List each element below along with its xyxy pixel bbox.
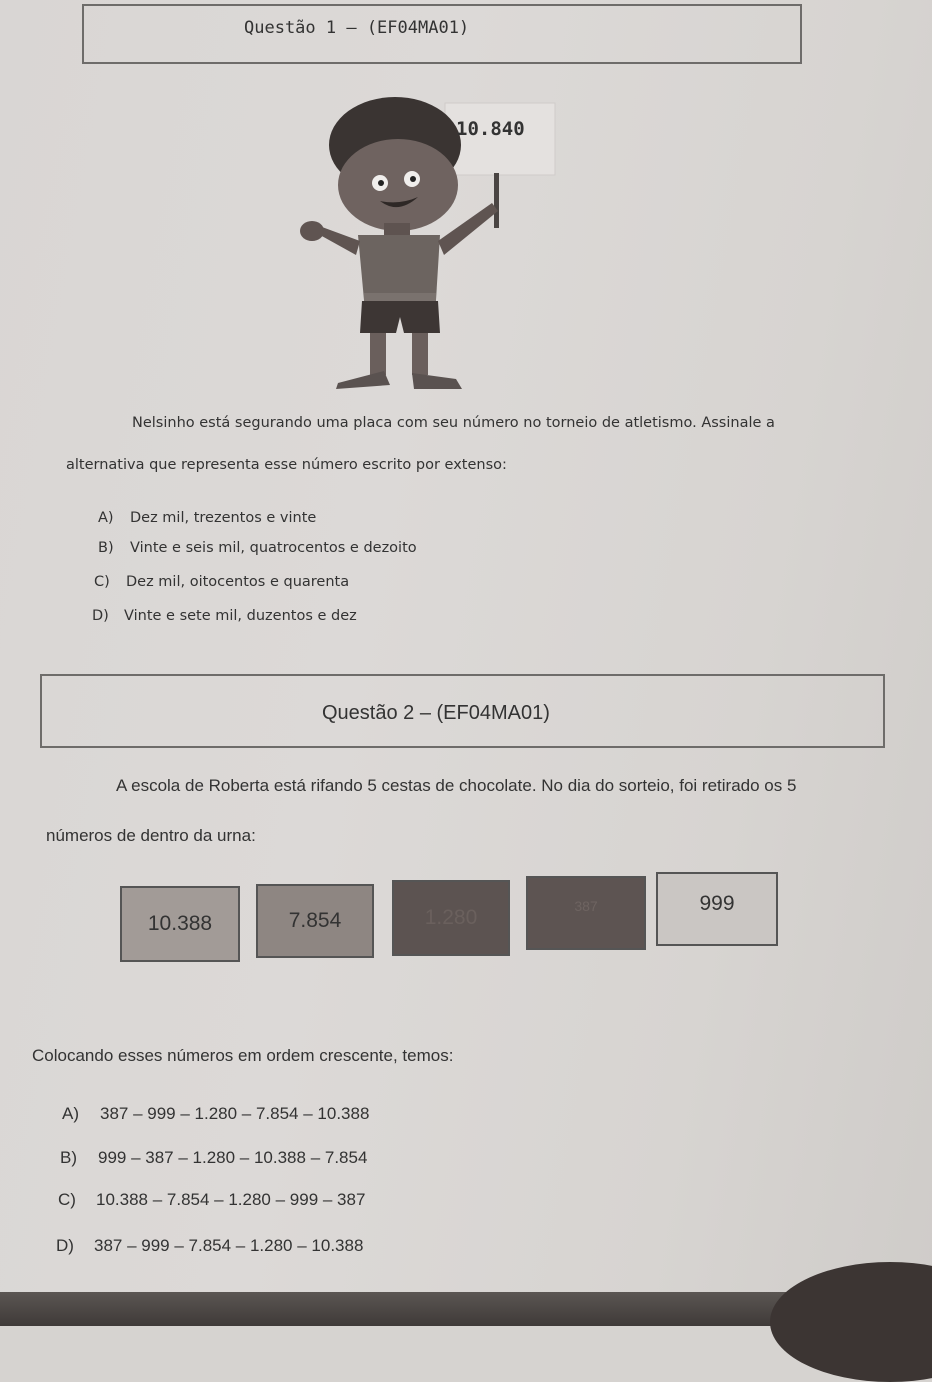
- sign-number: 10.840: [456, 118, 525, 140]
- number-card-4: 387: [526, 876, 646, 950]
- option-label: C): [94, 574, 110, 590]
- question2-header: Questão 2 – (EF04MA01): [322, 702, 550, 724]
- option-text: 387 – 999 – 7.854 – 1.280 – 10.388: [94, 1236, 364, 1255]
- option-text: 387 – 999 – 1.280 – 7.854 – 10.388: [100, 1104, 370, 1123]
- question1-prompt-line1: Nelsinho está segurando uma placa com seu número no torneio de atletismo. Assinale a: [132, 415, 775, 431]
- number-card-2: 7.854: [256, 884, 374, 958]
- option-label: D): [56, 1236, 74, 1255]
- question2-option-a[interactable]: [62, 1104, 369, 1124]
- option-text: Vinte e sete mil, duzentos e dez: [124, 608, 357, 624]
- question2-question: Colocando esses números em ordem crescente, temos:: [32, 1046, 454, 1065]
- question1-option-b[interactable]: [98, 540, 417, 556]
- option-label: B): [98, 540, 114, 556]
- option-label: A): [62, 1104, 79, 1123]
- option-text: 999 – 387 – 1.280 – 10.388 – 7.854: [98, 1148, 368, 1167]
- option-text: Dez mil, oitocentos e quarenta: [126, 574, 350, 590]
- question2-prompt-line1: A escola de Roberta está rifando 5 cestas de chocolate. No dia do sorteio, foi retirado os 5: [116, 776, 797, 795]
- option-label: C): [58, 1190, 76, 1209]
- option-label: D): [92, 608, 109, 624]
- option-text: 10.388 – 7.854 – 1.280 – 999 – 387: [96, 1190, 366, 1209]
- question1-prompt-line2: alternativa que representa esse número escrito por extenso:: [66, 457, 507, 473]
- number-card-3: 1.280: [392, 880, 510, 956]
- question1-option-d[interactable]: [92, 608, 357, 624]
- shadow-blob: [770, 1262, 932, 1382]
- question1-option-c[interactable]: [94, 574, 349, 590]
- option-label: A): [98, 510, 114, 526]
- number-card-5: 999: [656, 872, 778, 946]
- question2-option-d[interactable]: [56, 1236, 363, 1256]
- boy-holding-sign-illustration: [280, 85, 570, 405]
- option-label: B): [60, 1148, 77, 1167]
- question2-option-c[interactable]: [58, 1190, 365, 1210]
- question1-option-a[interactable]: [98, 510, 316, 526]
- number-card-1: 10.388: [120, 886, 240, 962]
- question2-option-b[interactable]: [60, 1148, 367, 1168]
- question1-header: Questão 1 – (EF04MA01): [244, 18, 470, 38]
- question2-prompt-line2: números de dentro da urna:: [46, 826, 256, 845]
- option-text: Vinte e seis mil, quatrocentos e dezoito: [130, 540, 417, 556]
- option-text: Dez mil, trezentos e vinte: [130, 510, 317, 526]
